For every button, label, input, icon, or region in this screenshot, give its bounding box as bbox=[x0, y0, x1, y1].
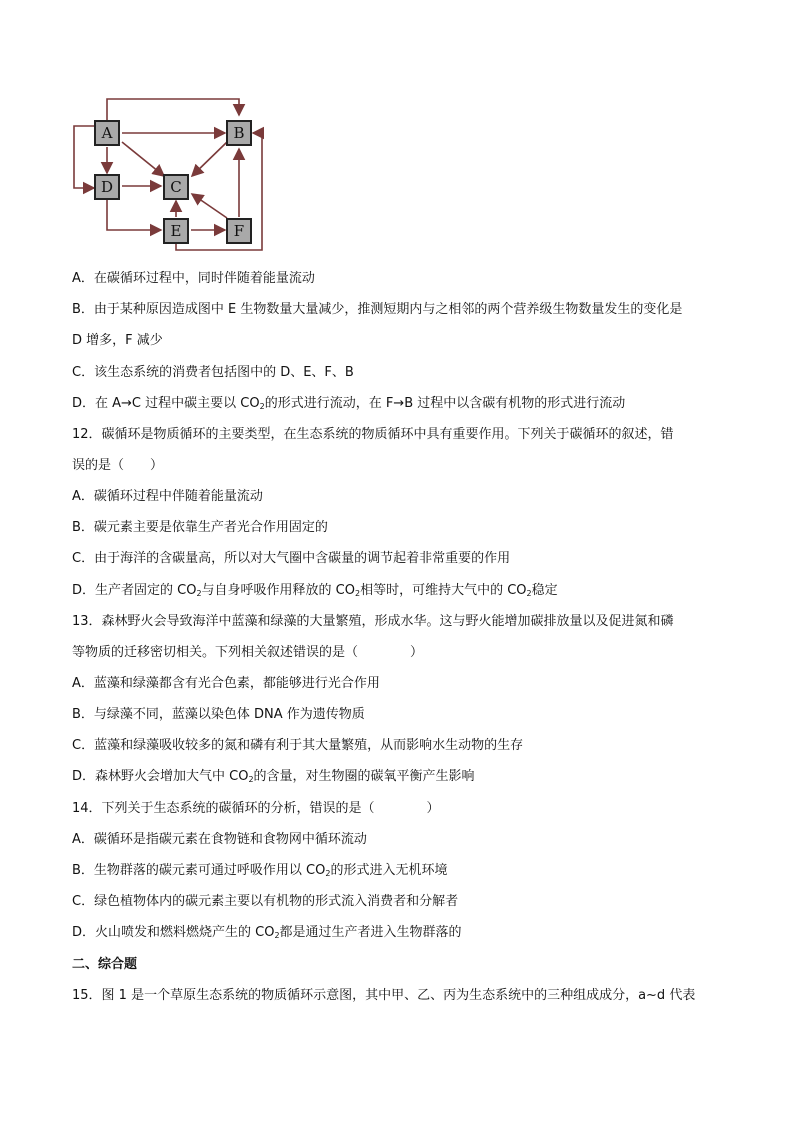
q13-stem-line2: 等物质的迁移密切相关。下列相关叙述错误的是（ ） bbox=[72, 645, 424, 660]
q11-d-text-2: 的形式进行流动，在 F→B 过程中以含碳有机物的形式进行流动 bbox=[264, 396, 626, 411]
q11-d-text-1: D．在 A→C 过程中碳主要以 CO bbox=[72, 396, 260, 411]
q12-option-b: B．碳元素主要是依靠生产者光合作用固定的 bbox=[72, 520, 328, 535]
q12-stem-line1: 12．碳循环是物质循环的主要类型，在生态系统的物质循环中具有重要作用。下列关于碳循环的叙述，错 bbox=[72, 427, 674, 442]
q12-d-text-3: 相等时，可维持大气中的 CO bbox=[360, 583, 527, 598]
node-b: B bbox=[226, 120, 252, 146]
q11-option-b-line2: D 增多，F 减少 bbox=[72, 333, 163, 348]
q12-option-c: C．由于海洋的含碳量高，所以对大气圈中含碳量的调节起着非常重要的作用 bbox=[72, 551, 511, 566]
q14-option-c: C．绿色植物体内的碳元素主要以有机物的形式流入消费者和分解者 bbox=[72, 894, 459, 909]
q14-option-d bbox=[72, 924, 462, 945]
carbon-cycle-diagram bbox=[70, 96, 270, 256]
subscript: 2 bbox=[526, 589, 532, 598]
q12-d-text-2: 与自身呼吸作用释放的 CO bbox=[201, 583, 355, 598]
q13-option-c: C．蓝藻和绿藻吸收较多的氮和磷有利于其大量繁殖，从而影响水生动物的生存 bbox=[72, 738, 524, 753]
q14-option-a: A．碳循环是指碳元素在食物链和食物网中循环流动 bbox=[72, 832, 367, 847]
q13-option-b: B．与绿藻不同，蓝藻以染色体 DNA 作为遗传物质 bbox=[72, 707, 365, 722]
subscript: 2 bbox=[325, 869, 331, 878]
q13-stem-line1: 13．森林野火会导致海洋中蓝藻和绿藻的大量繁殖，形成水华。这与野火能增加碳排放量以及促进氮和磷 bbox=[72, 614, 674, 629]
q11-option-a: A．在碳循环过程中，同时伴随着能量流动 bbox=[72, 271, 315, 286]
q14-b-text-2: 的形式进入无机环境 bbox=[330, 863, 448, 878]
node-e: E bbox=[163, 218, 189, 244]
q11-option-c: C．该生态系统的消费者包括图中的 D、E、F、B bbox=[72, 365, 354, 380]
q14-d-text-2: 都是通过生产者进入生物群落的 bbox=[279, 925, 462, 940]
q14-stem: 14．下列关于生态系统的碳循环的分析，错误的是（ ） bbox=[72, 801, 440, 816]
q12-option-a: A．碳循环过程中伴随着能量流动 bbox=[72, 489, 263, 504]
q13-d-text-1: D．森林野火会增加大气中 CO bbox=[72, 769, 249, 784]
q12-d-text-1: D．生产者固定的 CO bbox=[72, 583, 197, 598]
q14-d-text-1: D．火山喷发和燃料燃烧产生的 CO bbox=[72, 925, 275, 940]
node-f: F bbox=[226, 218, 252, 244]
q12-d-text-4: 稳定 bbox=[531, 583, 558, 598]
subscript: 2 bbox=[355, 589, 361, 598]
q14-b-text-1: B．生物群落的碳元素可通过呼吸作用以 CO bbox=[72, 863, 326, 878]
q11-option-d bbox=[72, 395, 625, 416]
q13-option-a: A．蓝藻和绿藻都含有光合色素，都能够进行光合作用 bbox=[72, 676, 380, 691]
q11-option-b-line1: B．由于某种原因造成图中 E 生物数量大量减少，推测短期内与之相邻的两个营养级生物数量发生的变化是 bbox=[72, 302, 683, 317]
q12-stem-line2: 误的是（ ） bbox=[72, 458, 164, 473]
node-d: D bbox=[94, 174, 120, 200]
q14-option-b bbox=[72, 862, 447, 883]
subscript: 2 bbox=[248, 775, 254, 784]
subscript: 2 bbox=[259, 402, 265, 411]
q13-option-d bbox=[72, 768, 475, 789]
q13-d-text-2: 的含量，对生物圈的碳氧平衡产生影响 bbox=[253, 769, 475, 784]
q15-stem: 15．图 1 是一个草原生态系统的物质循环示意图，其中甲、乙、丙为生态系统中的三种组成成分，a~d 代表 bbox=[72, 988, 696, 1003]
subscript: 2 bbox=[196, 589, 202, 598]
section-heading: 二、综合题 bbox=[72, 957, 138, 972]
subscript: 2 bbox=[274, 931, 280, 940]
q12-option-d bbox=[72, 582, 558, 603]
node-a: A bbox=[94, 120, 120, 146]
node-c: C bbox=[163, 174, 189, 200]
